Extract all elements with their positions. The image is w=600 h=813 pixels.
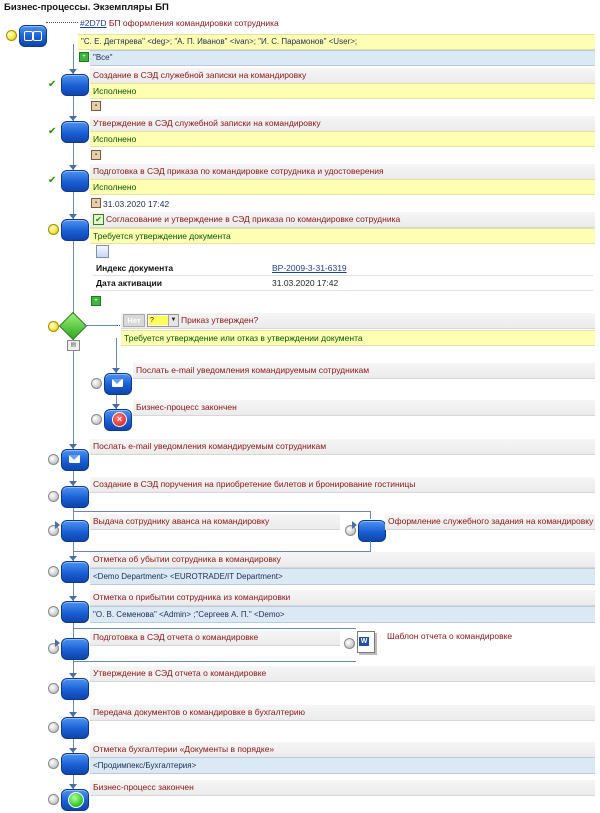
toggle-icon[interactable]: +	[91, 296, 101, 306]
participants-text: "С. Е. Дегтярева" <deg>; "А. П. Иванов" <ivan>; "И. С. Парамонов" <User>;	[81, 37, 358, 46]
completed-check-icon: ✔	[48, 175, 57, 186]
step-row[interactable]	[90, 514, 340, 530]
task-node-icon[interactable]	[61, 753, 89, 775]
doc-index-label: Индекс документа	[93, 261, 269, 276]
decision-sub-icon: ▤	[67, 340, 80, 351]
process-id-link[interactable]: #2D7D	[80, 18, 107, 28]
document-table	[93, 261, 593, 291]
decision-status-bar	[121, 330, 595, 346]
step-info: <Продимпекс/Бухгалтерия>	[93, 761, 197, 770]
doc-date-value: 31.03.2020 17:42	[269, 276, 593, 291]
step-row[interactable]	[90, 780, 595, 796]
decision-question: Приказ утвержден?	[181, 315, 259, 325]
decision-row	[121, 313, 595, 329]
step-title: Подготовка в СЭД приказа по командировке сотрудника и удостоверения	[93, 166, 384, 176]
step-title: Отметка бухгалтерии «Документы в порядке»	[93, 744, 275, 754]
step-info: "О. В. Семенова" <Admin> ;"Сергеев А. П." <Demo>	[93, 610, 285, 619]
status-bulb-icon	[48, 491, 59, 502]
step-row[interactable]	[90, 68, 595, 84]
step-info-bar	[90, 606, 595, 623]
word-document-icon[interactable]: W	[357, 631, 375, 653]
step-row[interactable]	[90, 439, 595, 455]
table-row	[93, 261, 593, 276]
task-node-icon[interactable]	[61, 170, 89, 192]
stop-icon[interactable]: ×	[104, 409, 132, 431]
decision-diamond-icon[interactable]	[59, 312, 87, 340]
doc-index-link[interactable]: BP-2009-3-31-6319	[272, 263, 347, 273]
page-title: Бизнес-процессы. Экземпляры БП	[4, 2, 169, 13]
branch-row[interactable]	[133, 400, 595, 416]
side-step-row[interactable]	[385, 514, 595, 530]
step-row[interactable]	[90, 705, 595, 721]
step-row[interactable]	[90, 116, 595, 132]
task-node-icon[interactable]	[61, 520, 89, 542]
root-title-row	[80, 18, 279, 28]
comment-icon[interactable]: ▪	[91, 150, 101, 160]
step-status: Исполнено	[93, 86, 137, 96]
process-start-icon[interactable]	[19, 25, 47, 47]
step-info: <Demo Department> <EUROTRADE/IT Department>	[93, 572, 283, 581]
decision-status: Требуется утверждение или отказ в утверждении документа	[124, 333, 363, 343]
completed-check-icon: ✔	[48, 79, 57, 90]
branch-email-title: Послать e-mail уведомления командируемым сотрудникам	[136, 365, 370, 375]
comment-icon[interactable]: ▪	[91, 198, 101, 208]
step-info-bar	[90, 757, 595, 774]
step-row[interactable]	[90, 630, 340, 646]
step-title: Утверждение в СЭД отчета о командировке	[93, 668, 267, 678]
status-bulb-icon	[48, 794, 59, 805]
toggle-icon[interactable]: +	[79, 52, 89, 62]
step-title: Согласование и утверждение в СЭД приказа по командировке сотрудника	[106, 214, 401, 224]
task-node-icon[interactable]	[61, 561, 89, 583]
step-row[interactable]	[90, 477, 595, 493]
status-bulb-icon	[6, 30, 17, 41]
task-node-icon[interactable]	[61, 717, 89, 739]
step-title: Бизнес-процесс закончен	[93, 782, 194, 792]
status-bulb-icon	[48, 758, 59, 769]
step-title: Утверждение в СЭД служебной записки на командировку	[93, 118, 321, 128]
step-row[interactable]	[90, 164, 595, 180]
participants-bar	[78, 34, 595, 50]
task-node-icon[interactable]	[61, 638, 89, 660]
completed-check-icon: ✔	[48, 126, 57, 137]
step-title: Создание в СЭД служебной записки на командировку	[93, 70, 307, 80]
status-bulb-icon	[344, 638, 355, 649]
task-node-icon[interactable]	[61, 678, 89, 700]
step-title: Выдача сотруднику аванса на командировку	[93, 516, 270, 526]
step-title: Передача документов о командировке в бухгалтерию	[93, 707, 305, 717]
status-bulb-icon	[48, 606, 59, 617]
step-row[interactable]	[90, 590, 595, 606]
status-bulb-icon	[91, 414, 102, 425]
step-row[interactable]	[90, 666, 595, 682]
status-bulb-icon	[48, 683, 59, 694]
decision-select[interactable]	[147, 314, 179, 327]
step-timestamp: 31.03.2020 17:42	[103, 199, 170, 209]
task-node-icon[interactable]	[61, 486, 89, 508]
step-status-bar	[90, 179, 595, 195]
branch-row[interactable]	[133, 363, 595, 379]
status-bulb-icon	[48, 321, 59, 332]
task-node-icon[interactable]	[61, 74, 89, 96]
status-bulb-icon	[91, 378, 102, 389]
step-row[interactable]	[90, 212, 595, 228]
doc-date-label: Дата активации	[93, 276, 269, 291]
step-status-bar	[90, 131, 595, 147]
status-bulb-icon	[48, 722, 59, 733]
side-doc-title: Шаблон отчета о командировке	[387, 631, 513, 641]
chevron-down-icon[interactable]: ▼	[168, 315, 178, 326]
end-icon[interactable]	[61, 789, 89, 811]
task-node-icon[interactable]	[61, 219, 89, 241]
task-node-icon[interactable]	[61, 121, 89, 143]
status-bulb-icon	[48, 566, 59, 577]
process-title: БП оформления командировки сотрудника	[108, 18, 279, 28]
step-title: Отметка об убытии сотрудника в командировку	[93, 554, 281, 564]
step-status: Исполнено	[93, 182, 137, 192]
document-icon[interactable]	[96, 245, 109, 258]
task-node-icon[interactable]	[358, 520, 386, 542]
step-title: Подготовка в СЭД отчета о командировке	[93, 632, 259, 642]
envelope-icon[interactable]	[61, 449, 89, 471]
table-row	[93, 276, 593, 291]
comment-icon[interactable]: ▪	[91, 101, 101, 111]
decision-select-value: ?	[149, 316, 168, 325]
branch-end-title: Бизнес-процесс закончен	[136, 402, 237, 412]
step-row[interactable]	[90, 552, 595, 568]
step-title: Отметка о прибытии сотрудника из командировки	[93, 592, 291, 602]
task-node-icon[interactable]	[61, 601, 89, 623]
filter-text: "Все"	[93, 53, 113, 62]
no-button[interactable]: Нет	[123, 314, 145, 327]
step-status-bar	[90, 228, 595, 244]
step-status-bar	[90, 83, 595, 99]
step-row[interactable]	[90, 742, 595, 758]
side-step-title: Оформление служебного задания на командировку	[388, 516, 594, 526]
status-bulb-icon	[48, 454, 59, 465]
step-title: Послать e-mail уведомления командируемым сотрудникам	[93, 441, 327, 451]
filter-bar	[90, 50, 595, 66]
step-info-bar	[90, 568, 595, 585]
approve-check-icon[interactable]: ✔	[93, 214, 104, 225]
step-status: Исполнено	[93, 134, 137, 144]
status-bulb-icon	[48, 224, 59, 235]
step-status: Требуется утверждение документа	[93, 231, 231, 241]
step-title: Создание в СЭД поручения на приобретение билетов и бронирование гостиницы	[93, 479, 416, 489]
envelope-icon[interactable]	[104, 373, 132, 395]
